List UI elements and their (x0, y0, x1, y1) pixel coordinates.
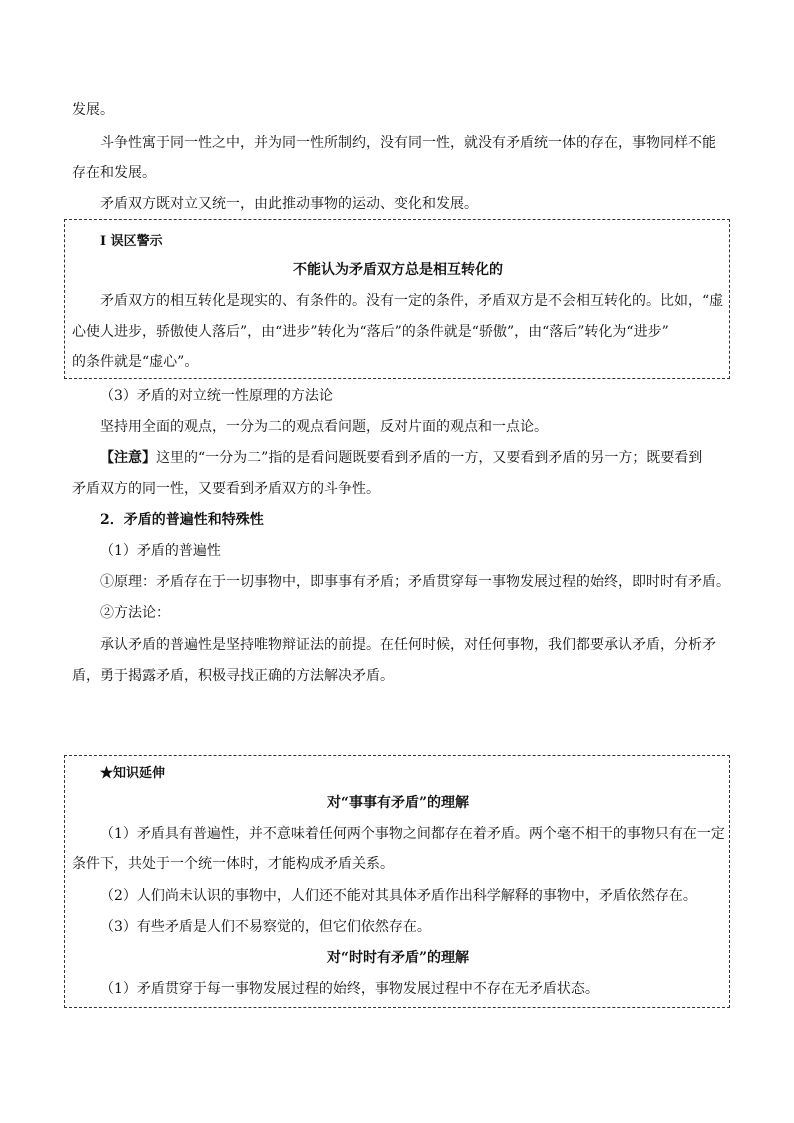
extension-title-2: 对“时时有矛盾”的理解 (326, 950, 470, 966)
extension-tag: ★知识延伸 (100, 766, 166, 781)
method-paragraph: 坚持用全面的观点，一分为二的观点看问题，反对片面的观点和一点论。 (100, 419, 548, 435)
universality-paragraph-line2: 盾，勇于揭露矛盾，积极寻找正确的方法解决矛盾。 (72, 668, 394, 684)
note-line2: 矛盾双方的同一性，又要看到矛盾双方的斗争性。 (72, 481, 380, 497)
extension-p3: （3）有些矛盾是人们不易察觉的，但它们依然存在。 (100, 919, 431, 935)
section2-heading: 2．矛盾的普遍性和特殊性 (100, 512, 264, 528)
note-text: 这里的“一分为二”指的是看问题既要看到矛盾的一方，又要看到矛盾的另一方；既要看到 (156, 450, 703, 466)
extension-p1-line1: （1）矛盾具有普遍性，并不意味着任何两个事物之间都存在着矛盾。两个毫不相干的事物只有在一定 (100, 826, 725, 842)
knowledge-extension-box (64, 755, 730, 1008)
extension-p4: （1）矛盾贯穿于每一事物发展过程的始终，事物发展过程中不存在无矛盾状态。 (100, 981, 599, 997)
paragraph-struggle-line2: 存在和发展。 (72, 165, 156, 181)
misconception-warning-box (64, 219, 730, 379)
warning-title: 不能认为矛盾双方总是相互转化的 (293, 262, 503, 278)
extension-title-1: 对“事事有矛盾”的理解 (326, 795, 470, 811)
intro-continuation: 发展。 (72, 102, 114, 118)
method-heading: （3）矛盾的对立统一性原理的方法论 (100, 388, 333, 404)
universality-paragraph-line1: 承认矛盾的普遍性是坚持唯物辩证法的前提。在任何时候，对任何事物，我们都要承认矛盾，分析矛 (100, 637, 716, 653)
universality-subheading: （1）矛盾的普遍性 (100, 543, 221, 559)
paragraph-struggle-line1: 斗争性寓于同一性之中，并为同一性所制约，没有同一性，就没有矛盾统一体的存在，事物同样不能 (100, 135, 716, 151)
warning-text-line1: 矛盾双方的相互转化是现实的、有条件的。没有一定的条件，矛盾双方是不会相互转化的。比如，“虚 (100, 293, 724, 309)
principle-text: ①原理：矛盾存在于一切事物中，即事事有矛盾；矛盾贯穿每一事物发展过程的始终，即时时有矛盾。 (100, 574, 730, 590)
warning-text-line2: 心使人进步，骄傲使人落后”，由“进步”转化为“落后”的条件就是“骄傲”，由“落后”转化为“进步” (72, 324, 669, 340)
warning-tag: Ⅰ 误区警示 (100, 234, 163, 249)
methodology-label: ②方法论： (100, 605, 170, 621)
note-label: 【注意】 (100, 450, 156, 466)
extension-p2: （2）人们尚未认识的事物中，人们还不能对其具体矛盾作出科学解释的事物中，矛盾依然存在。 (100, 888, 697, 904)
extension-p1-line2: 条件下，共处于一个统一体时，才能构成矛盾关系。 (72, 856, 394, 872)
note-line1 (100, 448, 732, 468)
warning-text-line3: 的条件就是“虚心”。 (72, 354, 199, 370)
paragraph-unity: 矛盾双方既对立又统一，由此推动事物的运动、变化和发展。 (100, 196, 478, 212)
